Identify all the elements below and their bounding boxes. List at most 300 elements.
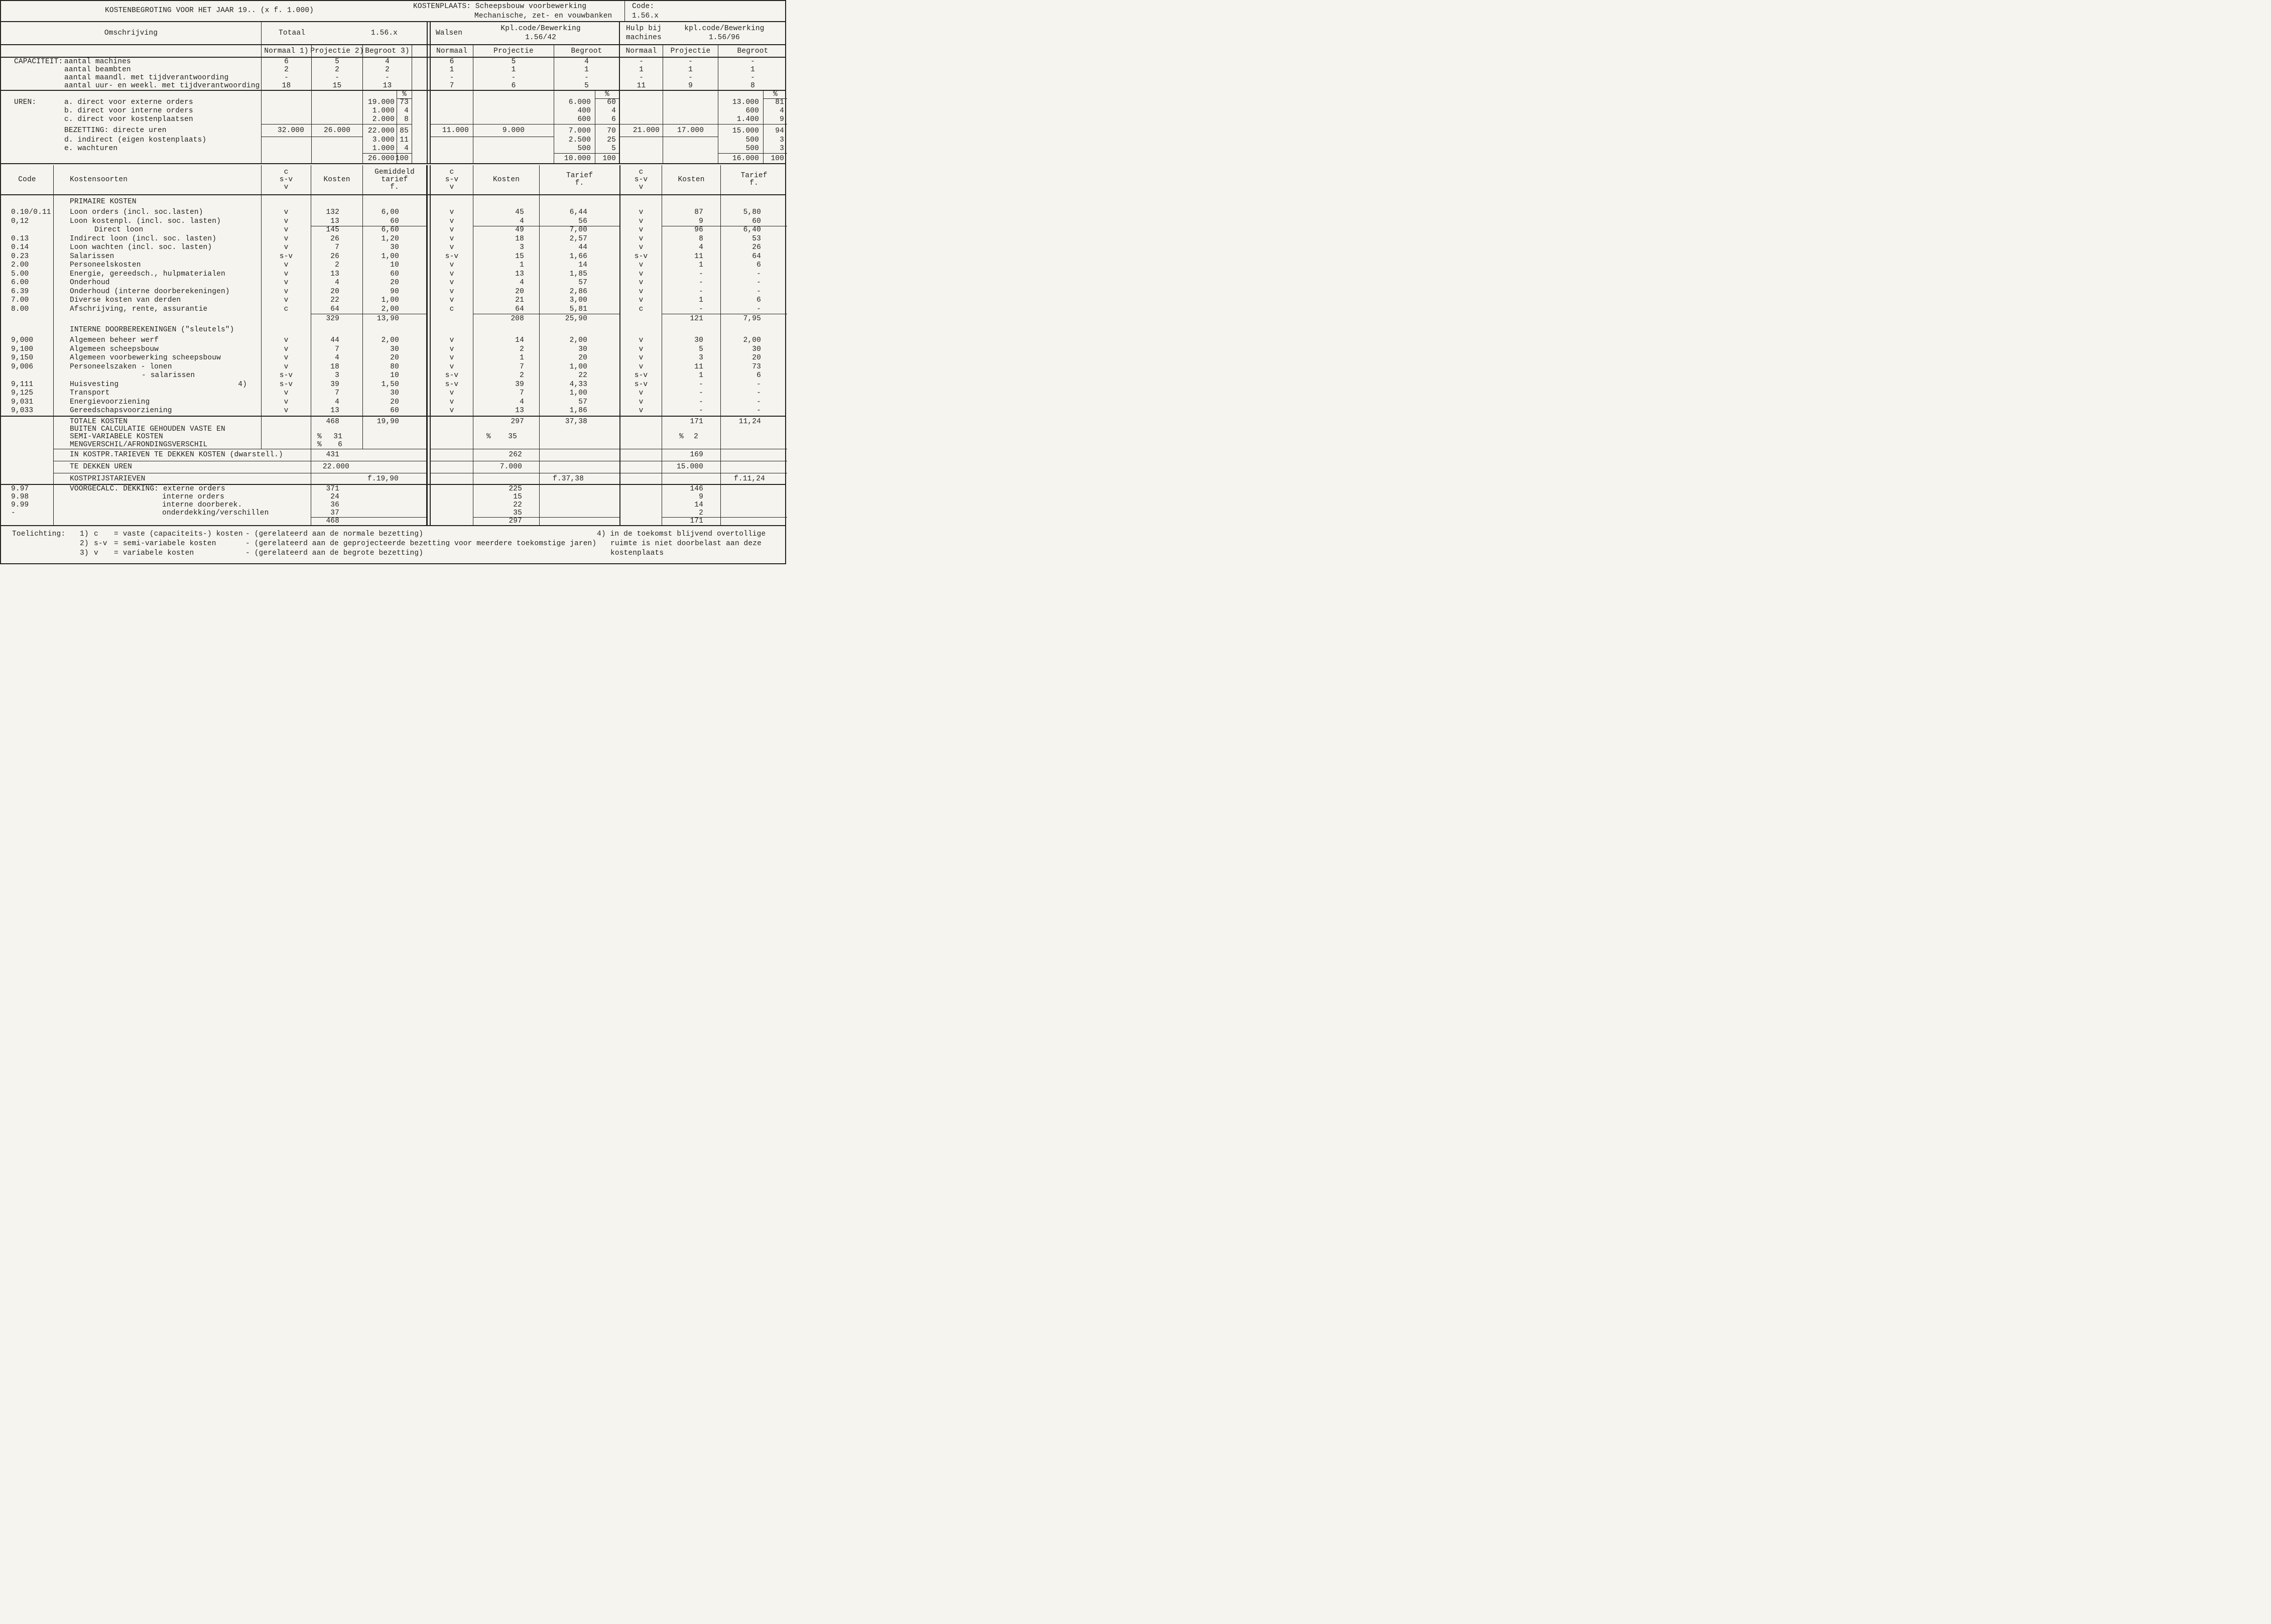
cost-code: 6.00	[11, 279, 29, 287]
cost-code-cell	[1, 314, 53, 324]
cost-amount: 20	[473, 288, 539, 297]
cost-amount: -	[662, 288, 720, 297]
cost-cat: v	[261, 345, 311, 354]
cost-cat: v	[619, 288, 662, 297]
walsen-header: Walsen Kpl.code/Bewerking 1.56/42	[436, 25, 581, 42]
cost-item-row	[1, 226, 785, 235]
table-gap	[427, 279, 431, 288]
cost-rate: -	[720, 381, 787, 390]
cell	[619, 461, 662, 473]
kostensoorten-header: Kostensoorten	[53, 165, 261, 194]
cost-amount: 30	[662, 336, 720, 345]
cost-amount: 39	[311, 381, 362, 390]
cost-cat: v	[449, 234, 454, 243]
cost-amount: 87	[662, 208, 720, 217]
cost-label-cell	[53, 381, 261, 390]
cost-code: 0,12	[11, 217, 29, 225]
cost-cat: c	[261, 305, 311, 315]
table-gap	[427, 509, 431, 518]
cell	[720, 449, 787, 461]
uren-value: 3.000	[362, 136, 397, 145]
cost-cat: v	[449, 226, 454, 234]
cell	[539, 485, 619, 493]
uren-total-pct: 100	[397, 153, 412, 164]
capacity-value: 6	[261, 58, 311, 66]
cost-cat: v	[449, 345, 454, 353]
table-gap	[427, 517, 431, 525]
footnote-ref: 4)	[238, 380, 247, 389]
cost-label-cell	[53, 235, 261, 244]
table-gap	[427, 261, 431, 270]
cost-rate: 2,00	[362, 305, 427, 315]
table-gap	[427, 124, 431, 137]
capacity-value: 8	[718, 82, 787, 90]
table-gap	[427, 45, 431, 58]
uren-row	[1, 115, 785, 124]
cost-rate: 2,00	[362, 336, 427, 345]
capacity-value: 2	[311, 66, 362, 74]
cost-item-row	[1, 279, 785, 288]
uren-pct: 25	[595, 136, 619, 145]
uren-total: 16.000	[718, 153, 763, 164]
cost-cat: v	[261, 354, 311, 363]
uren-total-pct: 100	[595, 153, 619, 164]
pct-column-header: %	[595, 91, 619, 99]
cell	[554, 91, 595, 99]
cost-cat: v	[619, 217, 662, 227]
mengverschil-label: MENGVERSCHIL/AFRONDINGSVERSCHIL	[53, 441, 261, 449]
uren-label-cell	[1, 115, 261, 124]
cost-rate: 22	[539, 371, 619, 381]
cost-cat: v	[261, 226, 311, 235]
cost-section-label: PRIMAIRE KOSTEN	[53, 195, 261, 208]
cost-label: Afschrijving, rente, assurantie	[70, 305, 208, 313]
cost-label: - salarissen	[142, 371, 195, 380]
cell	[362, 441, 427, 449]
cost-label-cell	[53, 314, 261, 324]
cell	[720, 426, 787, 433]
bezetting-normaal: 32.000	[261, 124, 311, 137]
capacity-label-cell	[1, 58, 261, 66]
cost-cat: v	[261, 270, 311, 279]
col-begroot-walsen: Begroot	[554, 45, 619, 58]
bezetting-projectie: 17.000	[663, 124, 718, 137]
cost-code: 9,000	[11, 336, 34, 344]
cost-code-cell	[1, 417, 53, 427]
cost-rate: 26	[720, 243, 787, 253]
uren-prefix: UREN:	[14, 98, 37, 106]
semi-variabele-label: SEMI-VARIABELE KOSTEN	[53, 433, 261, 441]
voorgecalc-amount: 22	[473, 501, 539, 509]
cost-amount: 14	[473, 336, 539, 345]
totals-row	[1, 433, 785, 441]
uren-label-cell	[1, 98, 261, 107]
cell	[720, 501, 787, 509]
code-value: 1.56.x	[632, 12, 659, 20]
te-dekken-uren: 15.000	[662, 461, 720, 473]
voorgecalc-amount: 37	[311, 509, 362, 518]
cost-amount: 5	[662, 345, 720, 354]
pct-symbol: %	[486, 432, 491, 441]
cost-cat: v	[261, 363, 311, 372]
cost-cat: v	[261, 235, 311, 244]
uren-row	[1, 153, 785, 163]
cell	[539, 509, 619, 518]
table-gap	[427, 485, 431, 493]
cost-cat: s-v	[619, 381, 662, 390]
cost-amount: 13	[473, 407, 539, 416]
cost-rate: 30	[362, 389, 427, 398]
totals-row	[1, 441, 785, 449]
cost-amount: 1	[473, 261, 539, 270]
pct-symbol: %	[317, 432, 322, 441]
totals-row	[1, 426, 785, 433]
cost-cat: v	[619, 354, 662, 363]
cost-label: Indirect loon (incl. soc. lasten)	[70, 234, 217, 243]
cost-cat: v	[261, 279, 311, 288]
cost-amount: 1	[662, 296, 720, 305]
cost-amount: 18	[473, 235, 539, 244]
cell	[362, 195, 427, 208]
uren-value: 15.000	[718, 124, 763, 137]
voorgecalc-label	[53, 517, 311, 525]
uren-total-pct: 100	[763, 153, 787, 164]
cost-amount: -	[662, 398, 720, 407]
capacity-value: 5	[311, 58, 362, 66]
uren-pct: 5	[595, 145, 619, 153]
cost-rate: 44	[539, 243, 619, 253]
cost-amount: 7	[311, 345, 362, 354]
kostenplaats-line1: Scheepsbouw voorbewerking	[475, 3, 587, 11]
cost-item-row	[1, 288, 785, 297]
cost-amount: 11	[662, 253, 720, 262]
cost-label-cell	[53, 354, 261, 363]
table-gap	[427, 501, 431, 509]
cost-rate: 1,66	[539, 253, 619, 262]
cost-item-row	[1, 208, 785, 217]
cell	[362, 449, 427, 461]
cell	[431, 426, 473, 433]
capacity-value: 1	[663, 66, 718, 74]
cost-amount: 11	[662, 363, 720, 372]
cost-code: 9,125	[11, 389, 34, 397]
cell	[311, 473, 362, 485]
cell	[720, 433, 787, 441]
spacer-cell	[427, 82, 431, 90]
table-gap	[427, 270, 431, 279]
cost-amount: 4	[311, 354, 362, 363]
cost-cat: v	[619, 226, 662, 235]
cost-item-row	[1, 336, 785, 345]
table-gap	[427, 305, 431, 315]
capacity-value: 1	[554, 66, 619, 74]
uren-pct: 70	[595, 124, 619, 137]
voorgecalc-row	[1, 517, 785, 525]
cost-amount: 44	[311, 336, 362, 345]
cost-cat: v	[619, 261, 662, 270]
voorgecalc-row	[1, 509, 785, 517]
cost-rate: 60	[362, 270, 427, 279]
code-box	[624, 1, 785, 21]
table-gap	[427, 165, 431, 194]
cell	[663, 145, 718, 153]
cost-code: 9,031	[11, 398, 34, 406]
cell	[619, 433, 662, 441]
cost-amount: 13	[311, 407, 362, 416]
code-column-header: Code	[18, 176, 36, 184]
cell	[619, 426, 662, 433]
table-gap	[427, 381, 431, 390]
cost-amount: 22	[311, 296, 362, 305]
spacer-cell	[427, 66, 431, 74]
cell	[311, 91, 362, 99]
cost-amount: 7	[311, 389, 362, 398]
cell	[539, 461, 619, 473]
voorgecalc-row	[1, 485, 785, 493]
pct-amount: 35	[508, 432, 517, 441]
cell	[311, 426, 362, 433]
cost-cat-cell	[431, 314, 473, 324]
cost-code-cell	[1, 473, 53, 485]
cost-label: Loon kostenpl. (incl. soc. lasten)	[70, 217, 221, 225]
cost-amount: 1	[662, 371, 720, 381]
cost-rate: 20	[362, 398, 427, 407]
cost-label-cell	[53, 371, 261, 381]
cost-cat: v	[619, 208, 662, 217]
cost-cat: v	[449, 398, 454, 406]
cost-cat: s-v	[445, 252, 459, 261]
uren-label-cell	[1, 145, 261, 153]
cell	[431, 449, 473, 461]
cost-section-row	[1, 195, 785, 208]
cell	[311, 98, 362, 107]
col-projectie-walsen: Projectie	[473, 45, 554, 58]
cost-amount: -	[662, 389, 720, 398]
uren-value: 1.000	[362, 145, 397, 153]
totale-tarief: 19,90	[362, 417, 427, 427]
cell	[619, 485, 662, 493]
cell	[539, 323, 619, 336]
uren-pct: 85	[397, 124, 412, 137]
uren-value: 500	[718, 145, 763, 153]
cell	[539, 195, 619, 208]
cost-code: 0.23	[11, 252, 29, 261]
cell	[473, 426, 539, 433]
cost-amount: 13	[473, 270, 539, 279]
cell	[431, 493, 473, 501]
cost-cat: v	[449, 287, 454, 296]
cell	[261, 136, 311, 145]
cost-rate: 1,50	[362, 381, 427, 390]
col-normaal-totaal: Normaal 1)	[261, 45, 311, 58]
cost-rate: 30	[539, 345, 619, 354]
capacity-value: 5	[554, 82, 619, 90]
cell	[431, 501, 473, 509]
cell	[473, 115, 554, 124]
cost-label: Diverse kosten van derden	[70, 296, 181, 304]
capacity-value: 13	[362, 82, 412, 90]
col-projectie-hulp: Projectie	[663, 45, 718, 58]
voorgecalc-code: 9.98	[11, 492, 29, 501]
cost-rate: 1,85	[539, 270, 619, 279]
tarief-header-walsen: Tarief f.	[566, 172, 593, 187]
cost-item-row	[1, 407, 785, 416]
cost-label-cell	[53, 270, 261, 279]
cost-item-row	[1, 270, 785, 279]
table-gap	[427, 107, 431, 115]
cell	[619, 517, 662, 525]
hulp-machines-header: Hulp bij machines kpl.code/Bewerking 1.56/96	[619, 22, 787, 44]
cost-rate: 73	[720, 363, 787, 372]
cell	[362, 517, 427, 525]
col-normaal-hulp: Normaal	[619, 45, 663, 58]
kosten-header-hulp: Kosten	[662, 165, 720, 194]
table-gap	[427, 314, 431, 324]
in-kostpr-tarieven-label: IN KOSTPR.TARIEVEN TE DEKKEN KOSTEN (dwarstell.)	[53, 449, 311, 461]
uren-row	[1, 107, 785, 115]
uren-pct: 81	[763, 98, 787, 107]
cost-item-row	[1, 235, 785, 244]
cost-code: 9,033	[11, 407, 34, 415]
footnote-4: 4) in de toekomst blijvend overtollige	[597, 530, 766, 538]
cost-cat: s-v	[445, 371, 459, 380]
pct-amount-cell	[311, 441, 362, 449]
capacity-row	[1, 74, 785, 82]
cell	[412, 153, 427, 164]
cost-cat: v	[619, 270, 662, 279]
spacer-cell	[412, 74, 427, 82]
voorgecalc-label: onderdekking/verschillen	[53, 509, 311, 518]
capacity-value: 1	[473, 66, 554, 74]
table-gap	[427, 493, 431, 501]
uren-pct: 4	[595, 107, 619, 115]
subtotal-kosten: 329	[311, 314, 362, 324]
cost-amount: 1	[473, 354, 539, 363]
cost-rate: 2,00	[720, 336, 787, 345]
in-kostpr-tarieven: 262	[473, 449, 539, 461]
cost-rate: 30	[362, 345, 427, 354]
cell	[619, 473, 662, 485]
col-projectie-totaal: Projectie 2)	[311, 45, 362, 58]
kostprijstarieven-label: KOSTPRIJSTARIEVEN	[53, 473, 311, 485]
cell	[431, 433, 473, 441]
cost-label-cell	[53, 389, 261, 398]
cost-rate: 14	[539, 261, 619, 270]
capacity-value: -	[619, 58, 663, 66]
capacity-value: 6	[473, 82, 554, 90]
cell	[539, 441, 619, 449]
cost-label-cell	[53, 305, 261, 315]
cell	[619, 115, 663, 124]
cost-rate: 6,40	[720, 226, 787, 235]
uren-label: b. direct voor interne orders	[64, 107, 193, 115]
cost-rate: 10	[362, 261, 427, 270]
cost-rate: 3,00	[539, 296, 619, 305]
uren-label: e. wachturen	[64, 145, 118, 153]
cell	[662, 473, 720, 485]
cell	[261, 323, 311, 336]
cell	[261, 153, 311, 164]
table-gap	[427, 433, 431, 441]
cost-label-cell	[53, 208, 261, 217]
cost-rate: 1,20	[362, 235, 427, 244]
cost-amount: 132	[311, 208, 362, 217]
cost-label: Algemeen beheer werf	[70, 336, 159, 344]
uren-value: 2.000	[362, 115, 397, 124]
uren-value: 500	[718, 136, 763, 145]
cell	[720, 485, 787, 493]
cost-cat: v	[449, 270, 454, 278]
cost-cat: v	[261, 407, 311, 416]
table-gap	[427, 449, 431, 461]
cost-cat: v	[261, 217, 311, 227]
cost-cat: v	[449, 243, 454, 252]
uren-pct: 3	[763, 145, 787, 153]
table-gap	[427, 115, 431, 124]
cell	[662, 195, 720, 208]
table-gap	[427, 208, 431, 217]
cell	[662, 426, 720, 433]
cell	[311, 115, 362, 124]
cell	[431, 517, 473, 525]
table-gap	[427, 354, 431, 363]
cost-label: Onderhoud (interne doorberekeningen)	[70, 287, 230, 296]
uren-value: 600	[718, 107, 763, 115]
cell	[431, 323, 473, 336]
voorgecalc-amount: 371	[311, 485, 362, 493]
cost-amount: 18	[311, 363, 362, 372]
cost-cat: v	[619, 407, 662, 416]
cost-rate: 1,00	[362, 253, 427, 262]
voorgecalc-amount: 468	[311, 517, 362, 525]
uren-row	[1, 98, 785, 107]
cell	[720, 195, 787, 208]
cost-amount: 2	[473, 371, 539, 381]
capacity-value: 6	[449, 58, 454, 66]
cost-section-label: INTERNE DOORBEREKENINGEN ("sleutels")	[53, 323, 261, 336]
cost-label: Personeelskosten	[70, 261, 141, 269]
cost-label-cell	[53, 363, 261, 372]
subtotal-tarief: 13,90	[362, 314, 427, 324]
subtotal-tarief: 25,90	[539, 314, 619, 324]
cost-item-row	[1, 398, 785, 407]
te-dekken-uren-label: TE DEKKEN UREN	[53, 461, 311, 473]
cost-amount: 45	[473, 208, 539, 217]
cost-budget-sheet	[0, 0, 786, 564]
voorgecalc-label: interne doorberek.	[53, 501, 311, 509]
capacity-value: -	[554, 74, 619, 82]
cost-label: Personeelszaken - lonen	[70, 362, 172, 371]
csv-header-totaal: c s-v v	[279, 168, 293, 191]
kostprijstarieven: f.37,38	[539, 473, 619, 485]
cost-label: Loon orders (incl. soc.lasten)	[70, 208, 203, 216]
voorgecalc-amount: 225	[473, 485, 539, 493]
cost-amount: 4	[473, 217, 539, 227]
pct-column-header: %	[763, 91, 787, 99]
uren-value: 600	[554, 115, 595, 124]
cost-amount: 9	[662, 217, 720, 227]
cell	[311, 136, 362, 145]
pct-amount: 6	[338, 440, 342, 449]
cost-amount: 4	[662, 243, 720, 253]
voorgecalc-code: 9.99	[11, 501, 29, 509]
cost-cat: v	[619, 345, 662, 354]
cell	[431, 153, 473, 164]
uren-pct: 8	[397, 115, 412, 124]
capacity-value: 1	[718, 66, 787, 74]
cost-label: Huisvesting	[70, 380, 119, 389]
cell	[720, 461, 787, 473]
